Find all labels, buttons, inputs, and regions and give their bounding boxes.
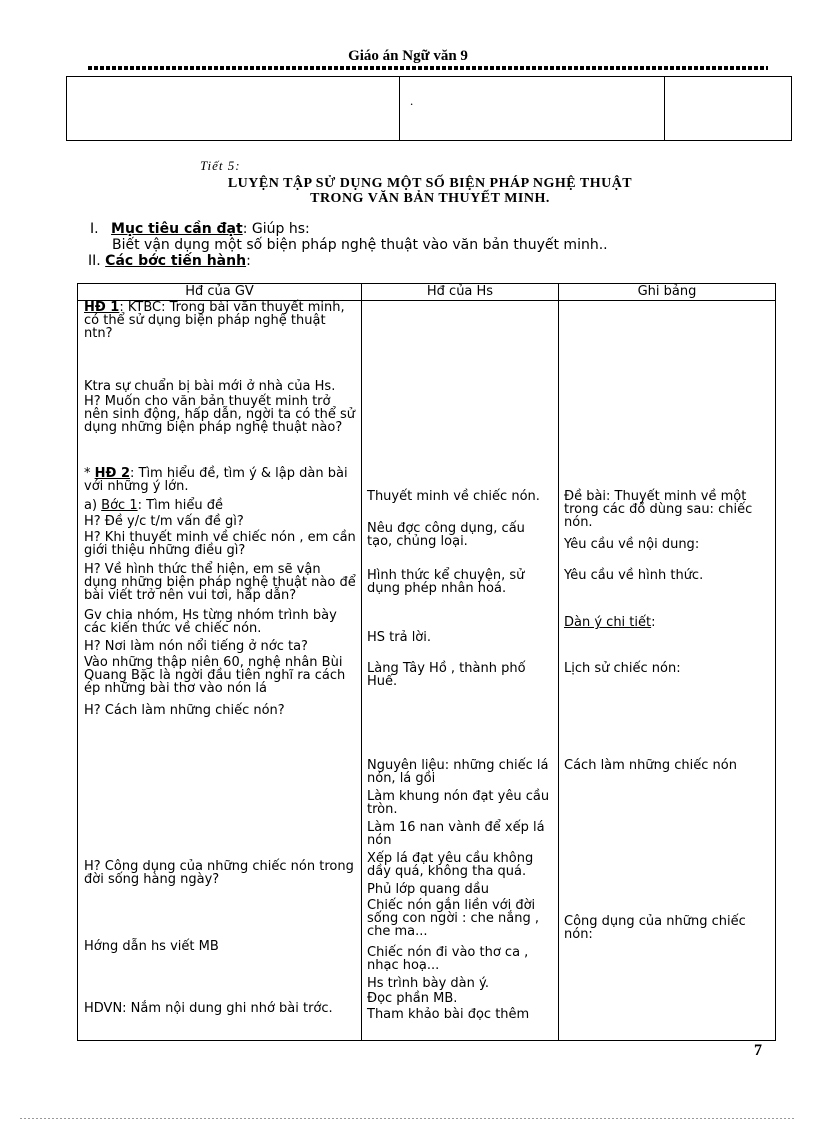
hs-answer: Tham khảo bài đọc thêm: [367, 1007, 530, 1022]
board-note: Yêu cầu về nội dung:: [564, 537, 700, 552]
hd1-text: : KTBC: Trong bài văn thuyết minh, có thể sử dụng biện pháp nghệ thuật ntn?: [84, 300, 345, 341]
board-note: Công dụng của những chiếc nón:: [564, 914, 746, 942]
gv-step-1: [84, 499, 356, 512]
hs-answer: Phủ lớp quang dầu: [367, 882, 489, 897]
gv-activity-1: [84, 301, 356, 340]
table-column-divider: [558, 284, 559, 1040]
hs-answer: Làm 16 nan vành để xếp lá nón: [367, 820, 545, 848]
hs-answer: Hs trình bày dàn ý.: [367, 976, 489, 991]
top-table-divider: [664, 77, 665, 140]
hs-answer: HS trả lời.: [367, 630, 432, 645]
hs-answer: Nguyên liệu: những chiếc lá nón, lá gồi: [367, 758, 549, 786]
section-rest: :: [246, 253, 251, 269]
board-note: Yêu cầu về hình thức.: [564, 568, 704, 583]
section-label: Mục tiêu cần đạt: [111, 221, 243, 237]
step1-text: : Tìm hiểu đề: [137, 498, 223, 513]
page-header-title: Giáo án Ngữ văn 9: [348, 48, 468, 64]
gv-question: H? Cách làm những chiếc nón?: [84, 703, 285, 718]
step1-label: Bớc 1: [101, 498, 138, 513]
section-objectives-detail: Biết vận dụng một số biện pháp nghệ thuật vào văn bản thuyết minh..: [112, 237, 608, 253]
top-table: [66, 76, 792, 141]
hs-answer: Làm khung nón đạt yêu cầu tròn.: [367, 789, 550, 817]
gv-question: H? Khi thuyết minh về chiếc nón , em cần giới thiệu những điều gì?: [84, 530, 356, 558]
hs-answer: Xếp lá đạt yêu cầu không dầy quá, không tha quá.: [367, 851, 534, 879]
table-column-divider: [361, 284, 362, 1040]
board-note-rest: :: [651, 615, 656, 630]
step1-prefix: a): [84, 498, 102, 513]
board-note: Lịch sử chiếc nón:: [564, 661, 681, 676]
section-objectives: [90, 221, 310, 237]
section-number: II.: [88, 253, 101, 269]
lesson-table: [77, 283, 776, 1041]
gv-homework: HDVN: Nắm nội dung ghi nhớ bài trớc.: [84, 1001, 333, 1016]
hs-answer: Làng Tây Hồ , thành phố Huế.: [367, 661, 526, 689]
section-rest: : Giúp hs:: [242, 221, 310, 237]
top-table-cell-text: .: [410, 93, 414, 108]
lesson-title-line-2: TRONG VĂN BẢN THUYẾT MINH.: [310, 191, 550, 206]
hs-answer: Chiếc nón gắn liền với đời sống con ngời : che nắng , che ma...: [367, 898, 540, 939]
gv-question: Gv chia nhóm, Hs từng nhóm trình bày các kiến thức về chiếc nón.: [84, 608, 337, 636]
gv-text: Ktra sự chuẩn bị bài mới ở nhà của Hs.: [84, 379, 336, 394]
hd2-label: HĐ 2: [94, 466, 130, 481]
hs-answer: Nêu đợc công dụng, cấu tạo, chủng loại.: [367, 521, 525, 549]
section-number: I.: [90, 221, 99, 237]
gv-question: H? Công dụng của những chiếc nón trong đời sống hàng ngày?: [84, 859, 354, 887]
board-note: Cách làm những chiếc nón: [564, 758, 737, 773]
hd1-label: HĐ 1: [84, 300, 120, 315]
board-note-label: Dàn ý chi tiết: [564, 615, 652, 630]
gv-text: Hớng dẫn hs viết MB: [84, 939, 219, 954]
top-table-divider: [399, 77, 400, 140]
section-steps: [88, 253, 251, 269]
table-header-ghi-bang: Ghi bảng: [637, 284, 697, 299]
header-decorative-rule: [88, 66, 768, 70]
hd2-text: : Tìm hiểu đề, tìm ý & lập dàn bài với những ý lớn.: [84, 466, 348, 494]
footer-dotted-rule: [20, 1118, 796, 1119]
gv-question: H? Đề y/c t/m vấn đề gì?: [84, 514, 244, 529]
hs-answer: Đọc phần MB.: [367, 991, 458, 1006]
gv-question: H? Muốn cho văn bản thuyết minh trở nên sinh động, hấp dẫn, ngời ta có thể sử dụng những biện pháp nghệ thuật nào?: [84, 394, 355, 435]
gv-text: Vào những thập niên 60, nghệ nhân Bùi Quang Bặc là ngời đầu tiên nghĩ ra cách ép những bài thơ vào nón lá: [84, 655, 346, 696]
board-note: [564, 616, 769, 629]
page-number: 7: [754, 1042, 762, 1059]
lesson-number: Tiết 5:: [200, 158, 241, 173]
table-header-hs: Hđ của Hs: [426, 284, 494, 299]
board-note: Đề bài: Thuyết minh về một trong các đồ dùng sau: chiếc nón.: [564, 489, 753, 530]
gv-question: H? Nơi làm nón nổi tiếng ở nớc ta?: [84, 639, 308, 654]
table-header-gv: Hđ của GV: [185, 284, 254, 299]
lesson-title-line-1: LUYỆN TẬP SỬ DỤNG MỘT SỐ BIỆN PHÁP NGHỆ THUẬT: [227, 176, 633, 191]
hs-answer: Thuyết minh về chiếc nón.: [367, 489, 540, 504]
hd2-prefix: *: [84, 466, 95, 481]
gv-activity-2: [84, 467, 356, 493]
hs-answer: Chiếc nón đi vào thơ ca , nhạc hoạ...: [367, 945, 529, 973]
hs-answer: Hình thức kể chuyện, sử dụng phép nhân hoá.: [367, 568, 525, 596]
section-label: Các bớc tiến hành: [105, 253, 247, 269]
gv-question: H? Về hình thức thể hiện, em sẽ vận dụng những biện pháp nghệ thuật nào để bài viết trở nên vui tơi, hấp dẫn?: [84, 562, 356, 603]
